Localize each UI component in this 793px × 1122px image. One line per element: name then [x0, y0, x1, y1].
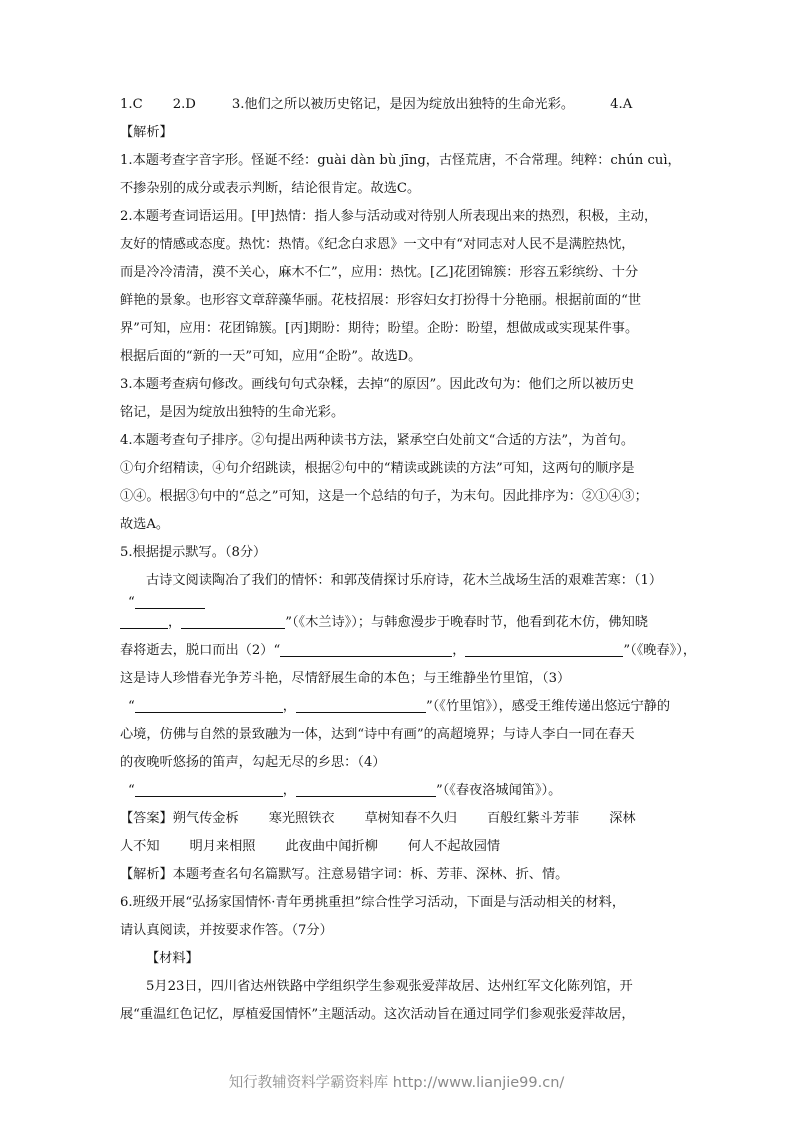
analysis-heading: 【解析】 [120, 125, 173, 140]
answer5-row-2: 人不知 明月来相照 此夜曲中闻折柳 何人不起故园情 [120, 839, 501, 854]
answer5-row-1: 【答案】朔气传金柝 寒光照铁衣 草树知春不久归 百般红紫斗芳菲 深林 [120, 811, 636, 826]
answer-2: 2.D [172, 97, 196, 112]
analysis5: 【解析】本题考查名句名篇默写。注意易错字词：柝、芳菲、深林、折、情。 [120, 867, 569, 882]
analysis-line: ①④。根据③句中的“总之”可知，这是一个总结的句子，为末句。因此排序为：②①④③； [120, 489, 648, 504]
analysis-line: 不掺杂别的成分或表示判断，结论很肯定。故选C。 [120, 181, 421, 196]
fill-blank-1a[interactable] [135, 594, 205, 609]
analysis-line: 友好的情感或态度。热忱：热情。《纪念白求恩》一文中有“对同志对人民不是满腔热忱， [120, 237, 635, 252]
answer-row [120, 96, 632, 114]
analysis-line: 4.本题考查句子排序。②句提出两种读书方法，紧承空白处前文“合适的方法”，为首句。 [120, 433, 634, 448]
analysis-line: ①句介绍精读，④句介绍跳读，根据②句中的“精读或跳读的方法”可知，这两句的顺序是 [120, 461, 635, 476]
fill-blank-2a[interactable] [280, 642, 452, 657]
fill-blank-3b[interactable] [296, 698, 426, 713]
question-6-instruction: 请认真阅读，并按要求作答。（7分） [120, 923, 333, 938]
fill-blank-3a[interactable] [135, 698, 283, 713]
q5-line-7: 心境，仿佛与自然的景致融为一体，达到“诗中有画”的高超境界；与诗人李白一同在春天 [120, 727, 635, 742]
fill-blank-4a[interactable] [135, 782, 283, 797]
q5-blank-line-1: “ [128, 594, 205, 612]
answer-4: 4.A [610, 97, 633, 112]
fill-blank-1b[interactable] [120, 614, 168, 629]
analysis-line: 3.本题考查病句修改。画线句句式杂糅，去掉“的原因”。因此改句为：他们之所以被历史 [120, 377, 634, 392]
analysis-line: 界”可知，应用：花团锦簇。[丙]期盼：期待；盼望。企盼：盼望，想做成或实现某件事。 [120, 321, 639, 336]
q5-intro: 古诗文阅读陶冶了我们的情怀：和郭茂倩探讨乐府诗，花木兰战场生活的艰难苦寒：（1） [146, 573, 663, 588]
material-paragraph: 5月23日，四川省达州铁路中学组织学生参观张爱萍故居、达州红军文化陈列馆，开 [146, 979, 633, 994]
answer-3: 3.他们之所以被历史铭记，是因为绽放出独特的生命光彩。 [231, 97, 575, 112]
answer-1: 1.C [120, 97, 143, 112]
analysis-line: 故选A。 [120, 517, 170, 532]
material-paragraph: 展“重温红色记忆，厚植爱国情怀”主题活动。这次活动旨在通过同学们参观张爱萍故居， [120, 1007, 635, 1022]
material-heading: 【材料】 [146, 951, 199, 966]
question-5-title: 5.根据提示默写。（8分） [120, 545, 267, 560]
analysis-line: 而是冷冷清清，漠不关心，麻木不仁”，应用：热忱。[乙]花团锦簇：形容五彩缤纷、十分 [120, 265, 639, 280]
question-6-title: 6.班级开展“弘扬家国情怀·青年勇挑重担”综合性学习活动，下面是与活动相关的材料， [120, 895, 626, 910]
q5-line-4: 春将逝去，脱口而出（2）“ ， ”（《晚春》）， [120, 643, 697, 658]
analysis-line: 2.本题考查词语运用。[甲]热情：指人参与活动或对待别人所表现出来的热烈，积极，主动， [120, 209, 658, 224]
footer-watermark: 知行教辅资料学霸资料库 http://www.lianjie99.cn/ [228, 1075, 565, 1091]
analysis-line: 铭记，是因为绽放出独特的生命光彩。 [120, 405, 345, 420]
analysis-line: 鲜艳的景象。也形容文章辞藻华丽。花枝招展：形容妇女打扮得十分艳丽。根据前面的“世 [120, 293, 642, 308]
fill-blank-1c[interactable] [181, 614, 285, 629]
fill-blank-2b[interactable] [465, 642, 623, 657]
fill-blank-4b[interactable] [296, 782, 436, 797]
q5-line-5: 这是诗人珍惜春光争芳斗艳，尽情舒展生命的本色；与王维静坐竹里馆，（3） [120, 671, 571, 686]
q5-line-6: “ ， ”（《竹里馆》），感受王维传递出悠远宁静的 [128, 699, 671, 714]
q5-line-8: 的夜晚听悠扬的笛声，勾起无尽的乡思：（4） [120, 755, 386, 770]
q5-line-9: “ ， ”（《春夜洛城闻笛》）。 [128, 783, 562, 798]
analysis-line: 根据后面的“新的一天”可知，应用“企盼”。故选D。 [120, 349, 422, 364]
analysis-line: 1.本题考查字音字形。怪诞不经：guài dàn bù jīng，古怪荒唐，不合常理。纯粹：chún cuì， [120, 153, 681, 168]
q5-line-3: ， ”（《木兰诗》）；与韩愈漫步于晚春时节，他看到花木仿，佛知晓 [120, 614, 648, 632]
